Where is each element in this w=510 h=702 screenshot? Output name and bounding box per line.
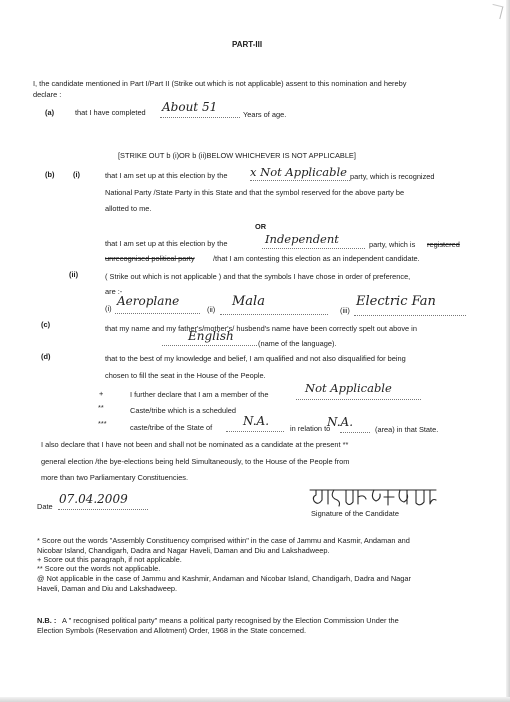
symbol-iii-value: Electric Fan [356, 294, 436, 309]
clause-b-i-line-2: National Party /State Party in this State and that the symbol reserved for the above party be [105, 188, 405, 197]
intro-line-1: I, the candidate mentioned in Part I/Part II (Strike out which is not applicable) assent to this nomination and hereby [33, 79, 407, 88]
date-value: 07.04.2009 [59, 492, 128, 506]
clause-b-ii-are: are :- [105, 287, 123, 296]
intro-line-2: declare : [33, 90, 62, 99]
clause-c-suffix: (name of the language). [258, 339, 337, 348]
state-value: N.A. [243, 414, 270, 428]
clause-b-i-line-3: allotted to me. [105, 204, 152, 213]
clause-d-line-1: that to the best of my knowledge and belief, I am qualified and not also disqualified for being [105, 354, 406, 363]
declare-line-3: more than two Parliamentary Constituencies. [41, 473, 189, 482]
age-fill-line [160, 117, 240, 118]
clause-b-i-text: that I am set up at this election by the [105, 171, 228, 180]
symbol-i-value: Aeroplane [117, 294, 180, 308]
strike-instruction: [STRIKE OUT b (i)OR b (ii)BELOW WHICHEVER IS NOT APPLICABLE] [118, 151, 356, 160]
symbol-ii-line [220, 314, 328, 315]
age-value: About 51 [162, 100, 218, 114]
language-fill-line [162, 345, 257, 346]
clause-b-i-suffix: party, which is recognized [350, 172, 435, 181]
note-line: ** Score out the words not applicable. [37, 564, 161, 573]
candidate-signature [308, 486, 440, 510]
member-text: I further declare that I am a member of the [130, 390, 269, 399]
nb-line-2: Election Symbols (Reservation and Allotment) Order, 1968 in the State concerned. [37, 626, 307, 635]
signature-label: Signature of the Candidate [311, 509, 399, 518]
clause-b-i-label: (i) [73, 170, 80, 179]
nb-line-1: A " recognised political party" means a political party recognised by the Election Commission Under the [62, 616, 399, 625]
clause-b-or-text: that I am set up at this election by the [105, 239, 228, 248]
page-bottom-shadow [0, 697, 510, 702]
note-line: Nicobar Island, Chandigarh, Dadra and Nagar Haveli, Daman and Diu and Lakshadweep. [37, 546, 330, 555]
independent-fill-line [262, 248, 365, 249]
clause-b-ii-text: ( Strike out which is not applicable ) and that the symbols I have chose in order of preference, [105, 272, 411, 281]
language-value: English [188, 329, 234, 343]
note-line: Haveli, Daman and Diu and Lakshadweep. [37, 584, 178, 593]
member-value: Not Applicable [305, 381, 392, 395]
state-fill-line [226, 431, 284, 432]
triple-star-mark: *** [98, 419, 107, 428]
clause-c-text: that my name and my father's/mother's/ husbend's name have been correctly spelt out above in [105, 324, 417, 333]
member-fill-line [296, 399, 421, 400]
party-value: x Not Applicable [250, 165, 347, 179]
nb-label: N.B. : [37, 616, 57, 625]
party-fill-line [250, 180, 350, 181]
note-line: @ Not applicable in the case of Jammu and Kashmir, Andaman and Nicobar Island, Chandigarh, Dadra and Nagar [37, 574, 411, 583]
symbol-iii-label: (iii) [340, 306, 350, 315]
clause-b-or-suffix: party, which is [369, 240, 416, 249]
area-fill-line [340, 432, 370, 433]
state-text: caste/tribe of the State of [130, 423, 213, 432]
struck-registered: registered [427, 240, 460, 249]
clause-a-label: (a) [45, 108, 55, 117]
double-star-mark: ** [98, 403, 104, 412]
clause-c-label: (c) [41, 320, 51, 329]
clause-d-label: (d) [41, 352, 51, 361]
symbol-iii-line [354, 315, 466, 316]
clause-b-ii-label: (ii) [69, 270, 79, 279]
area-suffix: (area) in that State. [375, 425, 439, 434]
clause-b-or-line-2: /that I am contesting this election as an independent candidate. [213, 254, 420, 263]
note-line: * Score out the words "Assembly Constituency comprised within" in the case of Jammu and Kasmir, Andaman and [37, 536, 410, 545]
declare-line-2: general election /the bye-elections being held Simultaneously, to the House of the People from [41, 457, 350, 466]
date-label: Date [37, 502, 53, 511]
symbol-i-line [115, 313, 200, 314]
plus-mark: + [99, 389, 104, 398]
symbol-ii-value: Mala [232, 294, 265, 309]
symbol-i-label: (i) [105, 304, 112, 313]
note-line: + Score out this paragraph, if not applicable. [37, 555, 182, 564]
or-separator: OR [255, 222, 267, 231]
fold-mark [490, 4, 504, 19]
struck-unrecognised: unrecognised political party [105, 254, 195, 263]
clause-a-suffix: Years of age. [243, 110, 287, 119]
relation-text: in relation to [290, 424, 331, 433]
page-title: PART-III [232, 40, 263, 49]
area-value: N.A. [327, 415, 354, 429]
declare-line-1: I also declare that I have not been and shall not be nominated as a candidate at the present ** [41, 440, 349, 449]
page-edge-shadow [506, 0, 510, 702]
independent-value: Independent [265, 232, 339, 246]
caste-text: Caste/tribe which is a scheduled [130, 406, 236, 415]
date-fill-line [58, 509, 148, 510]
clause-a-text: that I have completed [75, 108, 146, 117]
clause-b-label: (b) [45, 170, 55, 179]
symbol-ii-label: (ii) [207, 305, 216, 314]
clause-d-line-2: chosen to fill the seat in the House of the People. [105, 371, 266, 380]
